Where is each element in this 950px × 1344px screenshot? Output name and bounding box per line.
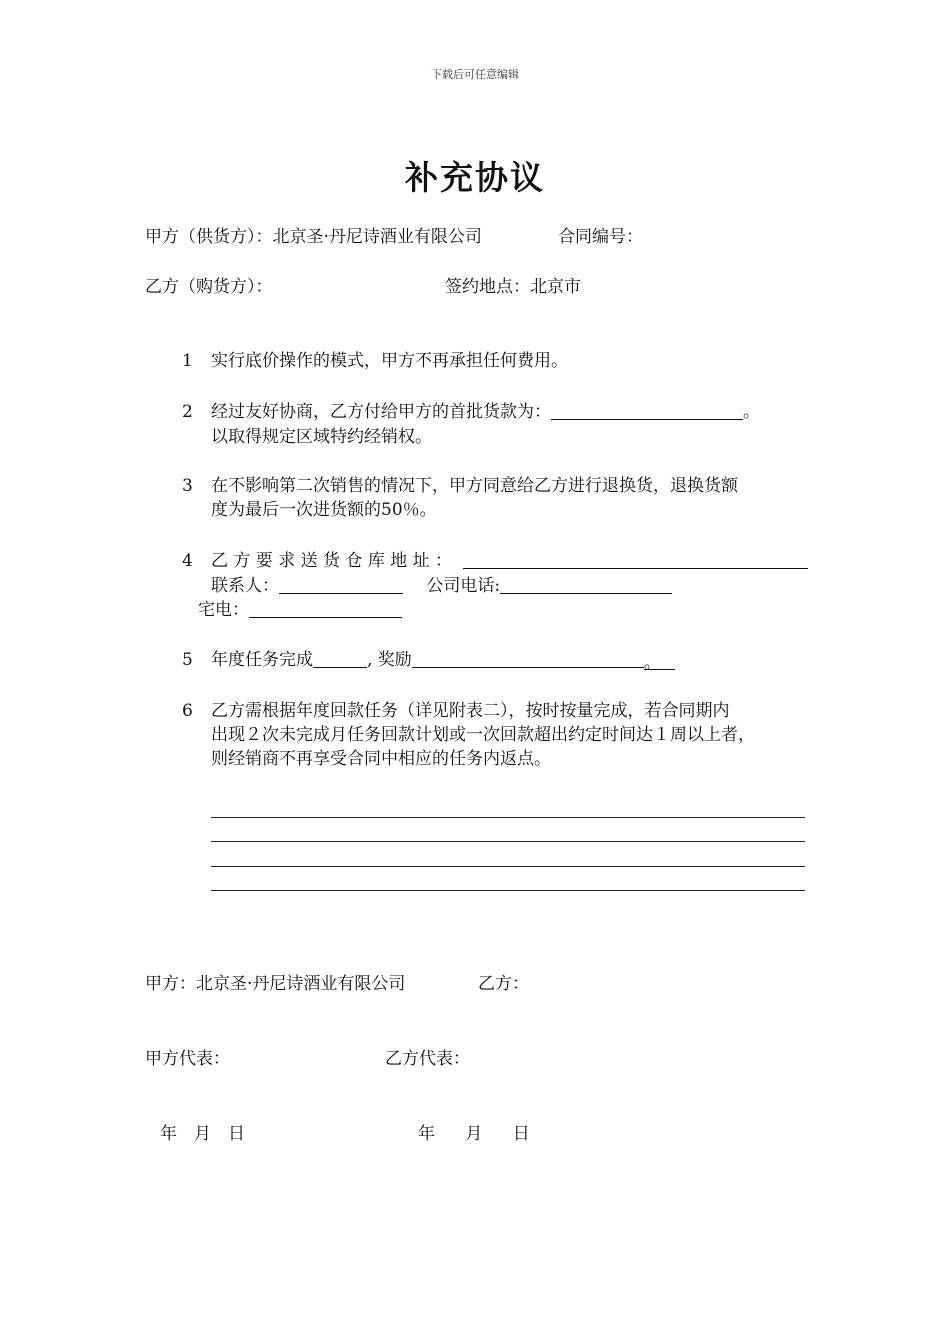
clause-6-line-3: 则经销商不再享受合同中相应的任务内返点。 (211, 749, 551, 769)
clause-2-line-2: 以取得规定区域特约经销权。 (211, 427, 432, 447)
clause-1-number: 1 (182, 351, 193, 371)
representative-a: 甲方代表： (145, 1049, 230, 1069)
reward-blank[interactable] (412, 649, 644, 668)
clause-2-period: 。 (743, 402, 760, 422)
clause-5-number: 5 (182, 650, 193, 670)
home-phone-label: 宅电： (198, 600, 249, 620)
representative-b: 乙方代表： (385, 1049, 470, 1069)
annual-task-row (211, 648, 675, 672)
party-b-label: 乙方（购货方）： (145, 277, 273, 297)
date-b: 年 月 日 (418, 1124, 530, 1144)
contact-blank[interactable] (279, 575, 403, 594)
annual-task-label: 年度任务完成 (211, 650, 313, 670)
party-a-label: 甲方（供货方）：北京圣·丹尼诗酒业有限公司 (145, 227, 482, 247)
document-title: 补充协议 (405, 158, 545, 197)
warehouse-address-label: 乙 方 要 求 送 货 仓 库 地 址 ： (211, 551, 453, 571)
reward-label: , 奖励 (367, 650, 412, 670)
clause-4-number: 4 (182, 551, 193, 571)
clause-1-text: 实行底价操作的模式，甲方不再承担任何费用。 (211, 351, 568, 371)
reward-period: 。 (644, 651, 675, 670)
sign-place-label: 签约地点：北京市 (445, 277, 581, 297)
home-phone-row (198, 598, 402, 622)
company-phone-label: 公司电话: (426, 576, 501, 596)
clause-2-number: 2 (182, 402, 193, 422)
annual-task-blank[interactable] (313, 649, 367, 668)
home-phone-blank[interactable] (249, 599, 402, 618)
warehouse-address-blank[interactable] (463, 550, 808, 569)
contact-row (211, 574, 672, 598)
blank-line-2[interactable] (211, 841, 805, 842)
warehouse-address-row (211, 549, 808, 573)
signature-party-b: 乙方： (478, 974, 529, 994)
first-payment-blank[interactable] (551, 401, 743, 420)
clause-6-number: 6 (182, 701, 193, 721)
clause-6-line-1: 乙方需根据年度回款任务（详见附表二），按时按量完成，若合同期内 (211, 701, 730, 721)
clause-6-line-2: 出现２次未完成月任务回款计划或一次回款超出约定时间达１周以上者， (211, 725, 755, 745)
header-note: 下载后可任意编辑 (431, 68, 519, 81)
contact-label: 联系人： (211, 576, 279, 596)
contract-number-label: 合同编号： (558, 227, 643, 247)
clause-2-text: 经过友好协商，乙方付给甲方的首批货款为： (211, 402, 551, 422)
clause-2-line-1 (211, 400, 760, 424)
blank-line-1[interactable] (211, 817, 805, 818)
blank-line-4[interactable] (211, 890, 805, 891)
clause-3-line-2: 度为最后一次进货额的50％。 (211, 500, 437, 520)
blank-line-3[interactable] (211, 866, 805, 867)
clause-3-line-1: 在不影响第二次销售的情况下，甲方同意给乙方进行退换货，退换货额 (211, 476, 738, 496)
signature-party-a: 甲方：北京圣·丹尼诗酒业有限公司 (145, 974, 406, 994)
clause-3-number: 3 (182, 476, 193, 496)
date-a: 年 月 日 (160, 1124, 245, 1144)
company-phone-blank[interactable] (500, 575, 672, 594)
